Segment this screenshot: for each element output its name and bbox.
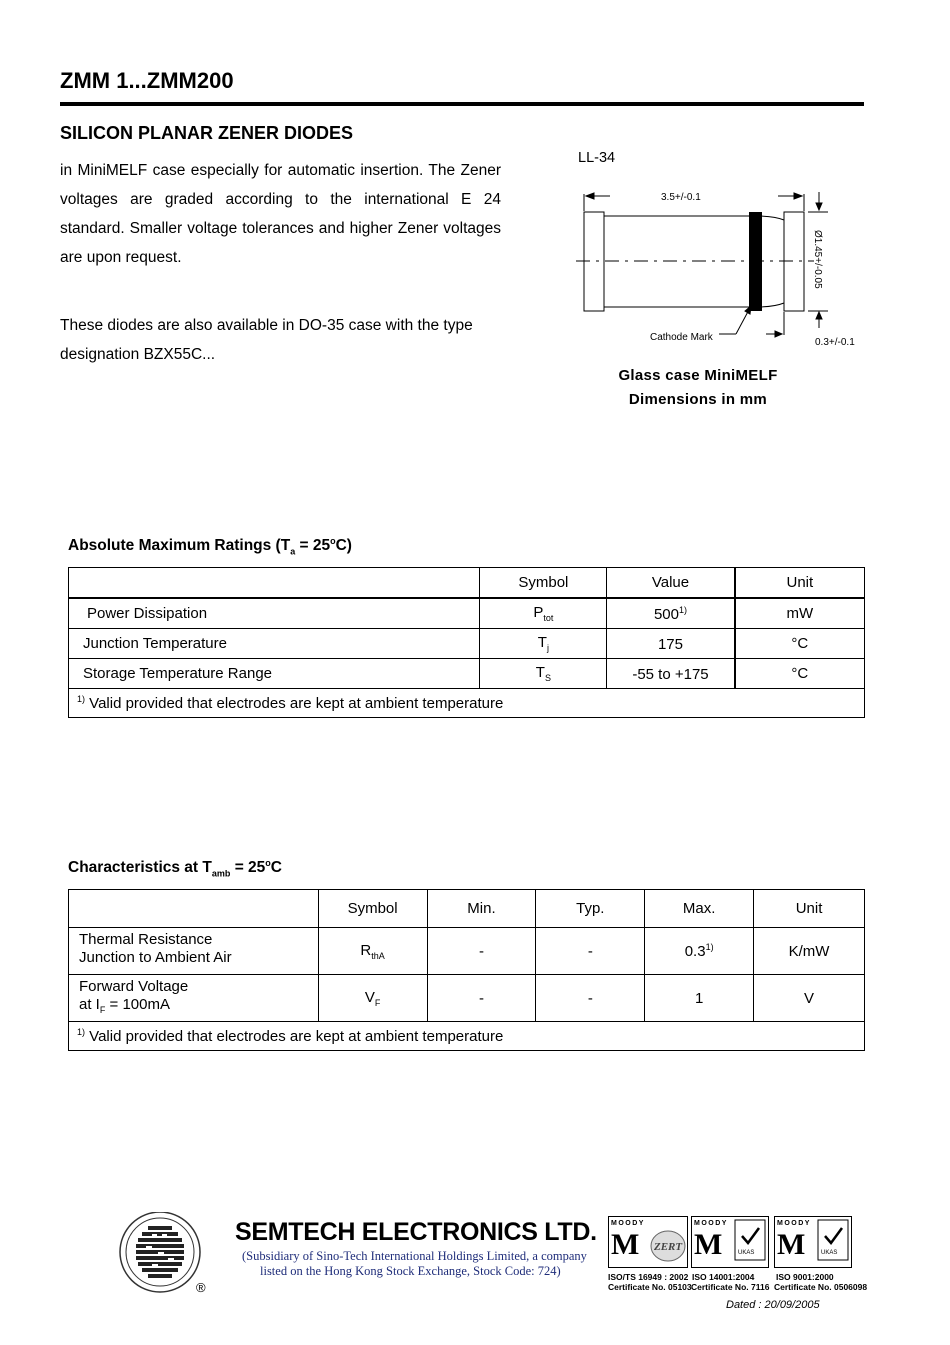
alternative-case-paragraph: These diodes are also available in DO-35 case with the type designation BZX55C... [60,317,473,363]
cert-badge-iso-ts-16949-icon [608,1216,688,1268]
package-caption-line1: Glass case MiniMELF [618,367,778,384]
min-cell: - [427,928,536,975]
unit-cell: mW [735,598,865,629]
symbol-cell: $V_F$ [318,975,427,1022]
package-label: LL-34 [578,150,616,166]
table-row [69,975,865,1022]
cert-number-1: Certificate No. 05103 [608,1282,692,1292]
header-parameter [69,568,480,599]
typ-cell: - [536,975,645,1022]
param-cell: Thermal Resistance Junction to Ambient Air [69,928,319,975]
symbol-cell: $P_{tot}$ [480,598,607,629]
param-cell: Storage Temperature Range [69,659,480,689]
characteristics-table-title: Characteristics at $T_{amb} = 25^oC$ [68,858,282,879]
header-min: Min. [427,890,536,928]
ratings-table-title: Absolute Maximum Ratings $(T_a = 25^oC)$ [68,536,352,557]
company-name: SEMTECH ELECTRONICS LTD. [235,1218,597,1246]
table-row [69,659,865,689]
title-divider [60,102,864,106]
length-dimension: 3.5+/-0.1 [661,192,701,203]
cathode-mark-label: Cathode Mark [650,332,713,343]
min-cell: - [427,975,536,1022]
package-outline-drawing [570,178,870,353]
table-row [69,629,865,659]
svg-text:M: M [777,1228,806,1261]
header-symbol: Symbol [480,568,607,599]
svg-text:MOODY: MOODY [694,1220,728,1227]
svg-text:MOODY: MOODY [777,1220,811,1227]
header-max: Max. [645,890,754,928]
package-caption-line2: Dimensions in mm [628,391,768,408]
cert-badge-iso-14001-icon [691,1216,769,1268]
svg-text:M: M [694,1228,723,1261]
param-cell: Power Dissipation [69,598,480,629]
cert-number-2: Certificate No. 7116 [691,1282,770,1292]
semtech-logo-icon [118,1212,212,1294]
table-header-row [69,890,865,928]
footnote-cell: $^{1)}$ Valid provided that electrodes are kept at ambient temperature [69,1022,865,1051]
value-cell: 500$^{1)}$ [607,598,735,629]
cert-standard-3: ISO 9001:2000 [776,1272,834,1282]
header-unit: Unit [754,890,865,928]
svg-text:UKAS: UKAS [821,1250,838,1256]
svg-text:M: M [611,1228,640,1261]
end-cap-dimension: 0.3+/-0.1 [815,337,855,348]
header-parameter [69,890,319,928]
svg-text:MOODY: MOODY [611,1220,645,1227]
header-value: Value [607,568,735,599]
cert-badge-iso-9001-icon [774,1216,852,1268]
svg-text:ZERT: ZERT [654,1241,683,1253]
value-cell: -55 to +175 [607,659,735,689]
value-cell: 175 [607,629,735,659]
symbol-cell: $T_S$ [480,659,607,689]
cert-number-3: Certificate No. 0506098 [774,1282,868,1292]
registered-mark: ® [196,1280,206,1294]
header-unit: Unit [735,568,865,599]
table-header-row [69,568,865,599]
table-footnote-row [69,689,865,718]
param-cell: Junction Temperature [69,629,480,659]
unit-cell: K/mW [754,928,865,975]
table-row [69,928,865,975]
subsidiary-line-2: listed on the Hong Kong Stock Exchange, Stock Code: 724) [260,1264,561,1278]
cert-standard-2: ISO 14001:2004 [692,1272,755,1282]
diameter-dimension: Ø1.45+/-0.05 [812,230,823,289]
table-footnote-row [69,1022,865,1051]
intro-paragraph: in MiniMELF case especially for automatic insertion. The Zener voltages are graded according to the international E 24 standard. Smaller voltage tolerances and higher Zener voltages are upon request. [60,162,501,266]
param-cell: Forward Voltage at $I_F = 100mA$ [69,975,319,1022]
unit-cell: V [754,975,865,1022]
document-date: Dated : 20/09/2005 [726,1299,820,1311]
unit-cell: °C [735,659,865,689]
cathode-band [749,212,762,311]
footnote-cell: $^{1)}$ Valid provided that electrodes are kept at ambient temperature [69,689,865,718]
unit-cell: °C [735,629,865,659]
header-typ: Typ. [536,890,645,928]
svg-text:UKAS: UKAS [738,1250,755,1256]
header-symbol: Symbol [318,890,427,928]
typ-cell: - [536,928,645,975]
subsidiary-line-1: (Subsidiary of Sino-Tech International Holdings Limited, a company [242,1249,587,1263]
page-subtitle: SILICON PLANAR ZENER DIODES [60,123,354,143]
cert-standard-1: ISO/TS 16949 : 2002 [608,1272,689,1282]
page-title: ZMM 1...ZMM200 [60,68,234,93]
ratings-table [68,567,865,718]
table-row [69,598,865,629]
symbol-cell: $T_j$ [480,629,607,659]
characteristics-table [68,889,865,1051]
symbol-cell: $R_{thA}$ [318,928,427,975]
max-cell: 1 [645,975,754,1022]
max-cell: 0.3$^{1)}$ [645,928,754,975]
